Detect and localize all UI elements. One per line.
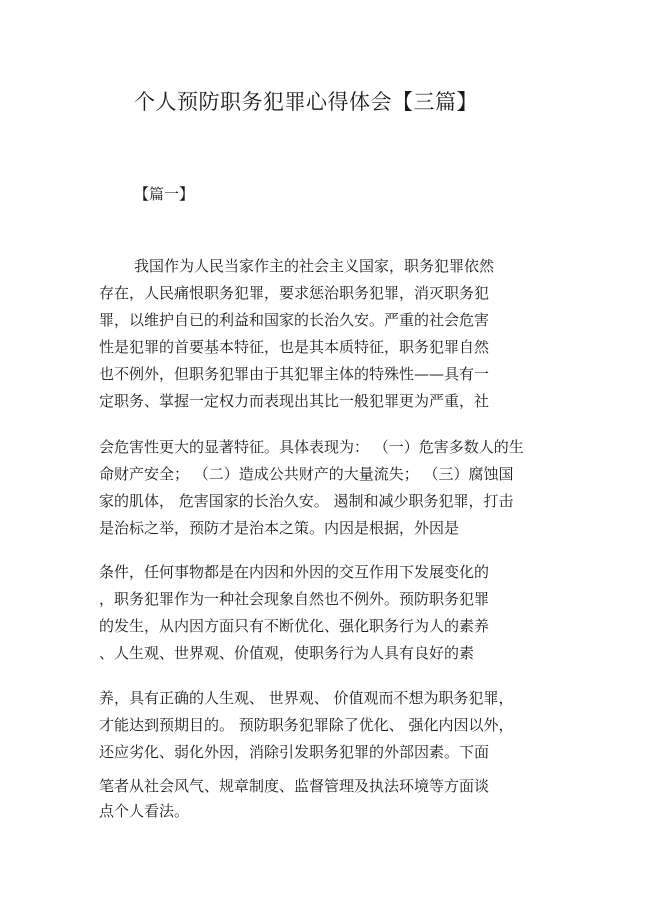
paragraph-line: 是治标之举，预防才是治本之策。内因是根据，外因是: [99, 519, 460, 537]
paragraph-line: 存在，人民痛恨职务犯罪，要求惩治职务犯罪，消灭职务犯: [99, 284, 490, 302]
paragraph-line: 命财产安全； （二）造成公共财产的大量流失； （三）腐蚀国: [99, 465, 514, 483]
paragraph-line: 、人生观、世界观、价值观，使职务行为人具有良好的素: [99, 644, 475, 662]
paragraph-line: 罪，以维护自已的利益和国家的长治久安。严重的社会危害: [99, 311, 490, 329]
paragraph-line: 性是犯罪的首要基本特征，也是其本质特征，职务犯罪自然: [99, 338, 490, 356]
paragraph-line: 我国作为人民当家作主的社会主义国家，职务犯罪依然: [134, 257, 495, 275]
paragraph-line: ，职务犯罪作为一种社会现象自然也不例外。预防职务犯罪: [99, 590, 490, 608]
section-label: 【篇一】: [134, 185, 195, 203]
paragraph-line: 条件，任何事物都是在内因和外因的交互作用下发展变化的: [99, 563, 490, 581]
paragraph-line: 也不例外，但职务犯罪由于其犯罪主体的特殊性——具有一: [99, 365, 490, 383]
paragraph-line: 点个人看法。: [99, 802, 190, 820]
paragraph-line: 会危害性更大的显著特征。具体表现为： （一）危害多数人的生: [99, 438, 524, 456]
paragraph-line: 养，具有正确的人生观、 世界观、 价值观而不想为职务犯罪，: [99, 689, 514, 707]
paragraph-line: 家的肌体， 危害国家的长治久安。 遏制和减少职务犯罪，打击: [99, 492, 514, 510]
paragraph-line: 还应劣化、弱化外因，消除引发职务犯罪的外部因素。下面: [99, 743, 490, 761]
paragraph-line: 定职务、掌握一定权力而表现出其比一般犯罪更为严重，社: [99, 392, 490, 410]
page-title: 个人预防职务犯罪心得体会【三篇】: [134, 90, 478, 114]
paragraph-line: 笔者从社会风气、规章制度、监督管理及执法环境等方面谈: [99, 777, 490, 795]
paragraph-line: 才能达到预期目的。 预防职务犯罪除了优化、 强化内因以外，: [99, 716, 514, 734]
paragraph-line: 的发生，从内因方面只有不断优化、强化职务行为人的素养: [99, 617, 490, 635]
